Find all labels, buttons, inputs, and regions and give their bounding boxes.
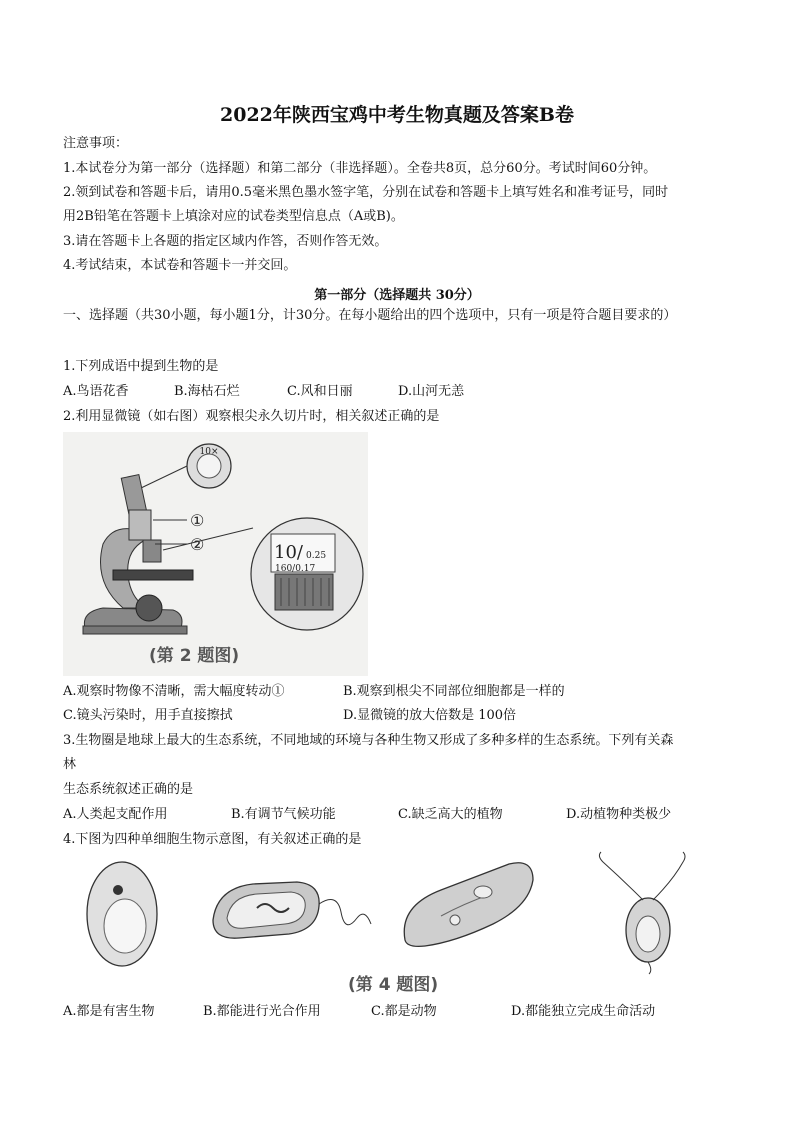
lens-aperture: 0.25 (306, 551, 327, 561)
q1-option-d: D.山河无恙 (398, 384, 465, 399)
yeast-cell-drawing (87, 862, 157, 966)
notes-heading: 注意事项： (63, 136, 129, 151)
note-2-line-1: 2.领到试卷和答题卡后，请用0.5毫米黑色墨水签字笔，分别在试卷和答题卡上填写姓名和准考证号，同时 (63, 185, 669, 200)
figure-4-caption: (第 4 题图) (348, 975, 439, 995)
q2-option-b: B.观察到根尖不同部位细胞都是一样的 (343, 684, 565, 699)
q2-stem: 2.利用显微镜（如右图）观察根尖永久切片时，相关叙述正确的是 (63, 409, 440, 424)
single-cell-organisms-figure (63, 850, 703, 998)
q4-option-d: D.都能独立完成生命活动 (511, 1004, 656, 1019)
q3-option-c: C.缺乏高大的植物 (398, 807, 503, 822)
q3-option-a: A.人类起支配作用 (63, 807, 168, 822)
page-title: 2022年陕西宝鸡中考生物真题及答案B卷 (220, 104, 574, 126)
label-circled-1: ① (190, 511, 205, 530)
chlamydomonas-drawing (599, 852, 685, 974)
q2-option-a: A.观察时物像不清晰，需大幅度转动① (63, 684, 285, 699)
paramecium-drawing (404, 863, 533, 947)
q1-option-b: B.海枯石烂 (174, 384, 240, 399)
q4-stem: 4.下图为四种单细胞生物示意图，有关叙述正确的是 (63, 832, 362, 847)
q1-option-a: A.鸟语花香 (63, 384, 129, 399)
label-circled-2: ② (190, 535, 205, 554)
q3-stem-line-1: 3.生物圈是地球上最大的生态系统，不同地域的环境与各种生物又形成了多种多样的生态系统。下列有关森 (63, 733, 674, 748)
note-1: 1.本试卷分为第一部分（选择题）和第二部分（非选择题）。全卷共8页，总分60分。考试时间60分钟。 (63, 161, 657, 176)
note-3: 3.请在答题卡上各题的指定区域内作答，否则作答无效。 (63, 234, 388, 249)
q4-option-c: C.都是动物 (371, 1004, 437, 1019)
note-4: 4.考试结束，本试卷和答题卡一并交回。 (63, 258, 297, 273)
q3-option-b: B.有调节气候功能 (231, 807, 336, 822)
lens-magnification: 10/ (274, 542, 303, 563)
q4-option-b: B.都能进行光合作用 (203, 1004, 321, 1019)
q4-option-a: A.都是有害生物 (63, 1004, 155, 1019)
q2-option-d: D.显微镜的放大倍数是 100倍 (343, 708, 517, 723)
section-title: 第一部分（选择题共 30分） (314, 288, 480, 303)
q1-stem: 1.下列成语中提到生物的是 (63, 359, 219, 374)
q3-stem-line-2: 林 (63, 757, 77, 772)
q1-option-c: C.风和日丽 (287, 384, 353, 399)
q2-option-c: C.镜头污染时，用手直接擦拭 (63, 708, 233, 723)
section-intro: 一、选择题（共30小题，每小题1分，计30分。在每小题给出的四个选项中，只有一项是符合题目要求的） (63, 308, 677, 323)
figure-2-caption: (第 2 题图) (149, 646, 240, 666)
q3-option-d: D.动植物种类极少 (566, 807, 672, 822)
eyepiece-label: 10× (199, 447, 219, 457)
microscope-figure (63, 432, 368, 676)
q3-stem-line-3: 生态系统叙述正确的是 (63, 782, 194, 797)
lens-spec: 160/0.17 (275, 564, 316, 574)
note-2-line-2: 用2B铅笔在答题卡上填涂对应的试卷类型信息点（A或B)。 (63, 209, 404, 224)
bacterium-drawing (213, 882, 371, 938)
